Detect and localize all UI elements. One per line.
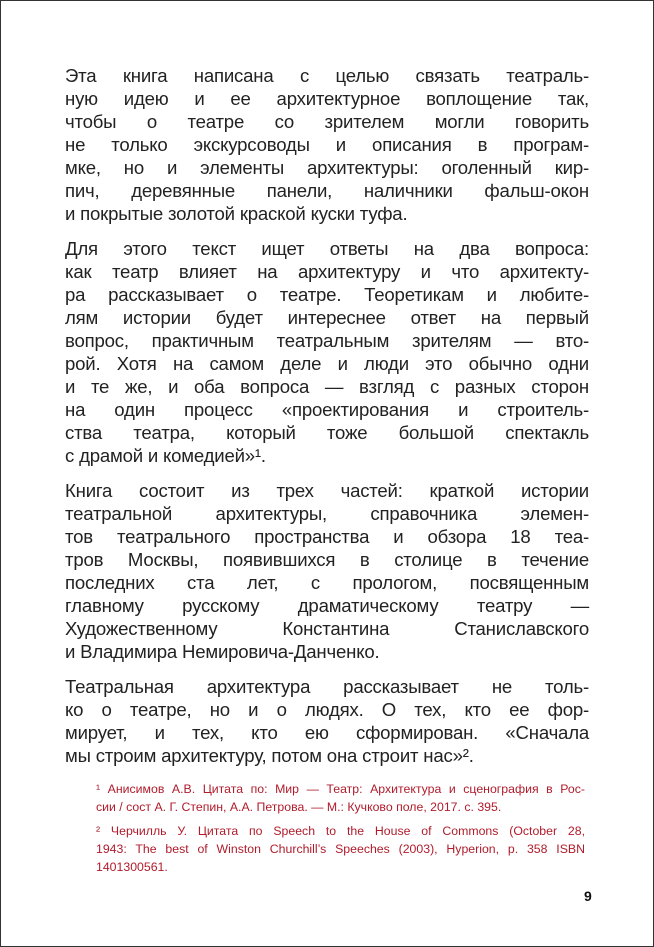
paragraph	[65, 479, 589, 663]
text-line: ко о театре, но и о людях. О тех, кто ее фор-	[65, 699, 589, 720]
text-line: главному русскому драматическому театру —	[65, 595, 589, 616]
text-line: и те же, и оба вопроса — взгляд с разных сторон	[65, 376, 589, 397]
footnote	[96, 822, 585, 876]
paragraph	[65, 675, 589, 767]
text-line: мы строим архитектуру, потом она строит нас»².	[65, 745, 474, 766]
text-line: рой. Хотя на самом деле и люди это обычно одни	[65, 353, 589, 374]
text-line: с драмой и комедией»¹.	[65, 445, 266, 466]
paragraph	[65, 237, 589, 467]
text-line: Эта книга написана с целью связать театраль-	[65, 65, 589, 86]
text-line: пич, деревянные панели, наличники фальш-окон	[65, 180, 589, 201]
footnote	[96, 780, 585, 816]
text-line: Художественному Константина Станиславского	[65, 618, 589, 639]
text-line: тров Москвы, появившихся в столице в течение	[65, 549, 589, 570]
text-line: Для этого текст ищет ответы на два вопроса:	[65, 238, 589, 259]
text-line: тов театрального пространства и обзора 18 теа-	[65, 526, 589, 547]
page-number: 9	[584, 888, 592, 904]
body-text	[65, 64, 589, 779]
text-line: и покрытые золотой краской куски туфа.	[65, 203, 408, 224]
text-line: и Владимира Немировича-Данченко.	[65, 641, 380, 662]
text-line: не только экскурсоводы и описания в програм-	[65, 134, 589, 155]
text-line: Театральная архитектура рассказывает не толь-	[65, 676, 589, 697]
text-line: на один процесс «проектирования и строитель-	[65, 399, 589, 420]
text-line: лям истории будет интереснее ответ на первый	[65, 307, 589, 328]
text-line: вопрос, практичным театральным зрителям — вто-	[65, 330, 589, 351]
text-line: сии / сост А. Г. Степин, А.А. Петрова. — М.: Кучково поле, 2017. с. 395.	[96, 800, 502, 814]
text-line: ¹ Анисимов А.В. Цитата по: Мир — Театр: Архитектура и сценография в Рос-	[96, 782, 585, 796]
footnotes	[96, 780, 585, 882]
text-line: Книга состоит из трех частей: краткой истории	[65, 480, 589, 501]
text-line: ства театра, который тоже большой спектакль	[65, 422, 589, 443]
text-line: ² Черчилль У. Цитата по Speech to the House of Commons (October 28,	[96, 824, 585, 838]
text-line: чтобы о театре со зрителем могли говорить	[65, 111, 589, 132]
text-line: последних ста лет, с прологом, посвященным	[65, 572, 589, 593]
text-line: ра рассказывает о театре. Теоретикам и любите-	[65, 284, 589, 305]
text-line: мирует, и тех, кто ею сформирован. «Сначала	[65, 722, 589, 743]
text-line: 1401300561.	[96, 860, 168, 874]
text-line: театральной архитектуры, справочника элемен-	[65, 503, 589, 524]
text-line: мке, но и элементы архитектуры: оголенный кир-	[65, 157, 589, 178]
text-line: ную идею и ее архитектурное воплощение так,	[65, 88, 589, 109]
text-line: 1943: The best of Winston Churchill’s Speeches (2003), Hyperion, p. 358 ISBN	[96, 842, 585, 856]
paragraph	[65, 64, 589, 225]
text-line: как театр влияет на архитектуру и что архитекту-	[65, 261, 589, 282]
